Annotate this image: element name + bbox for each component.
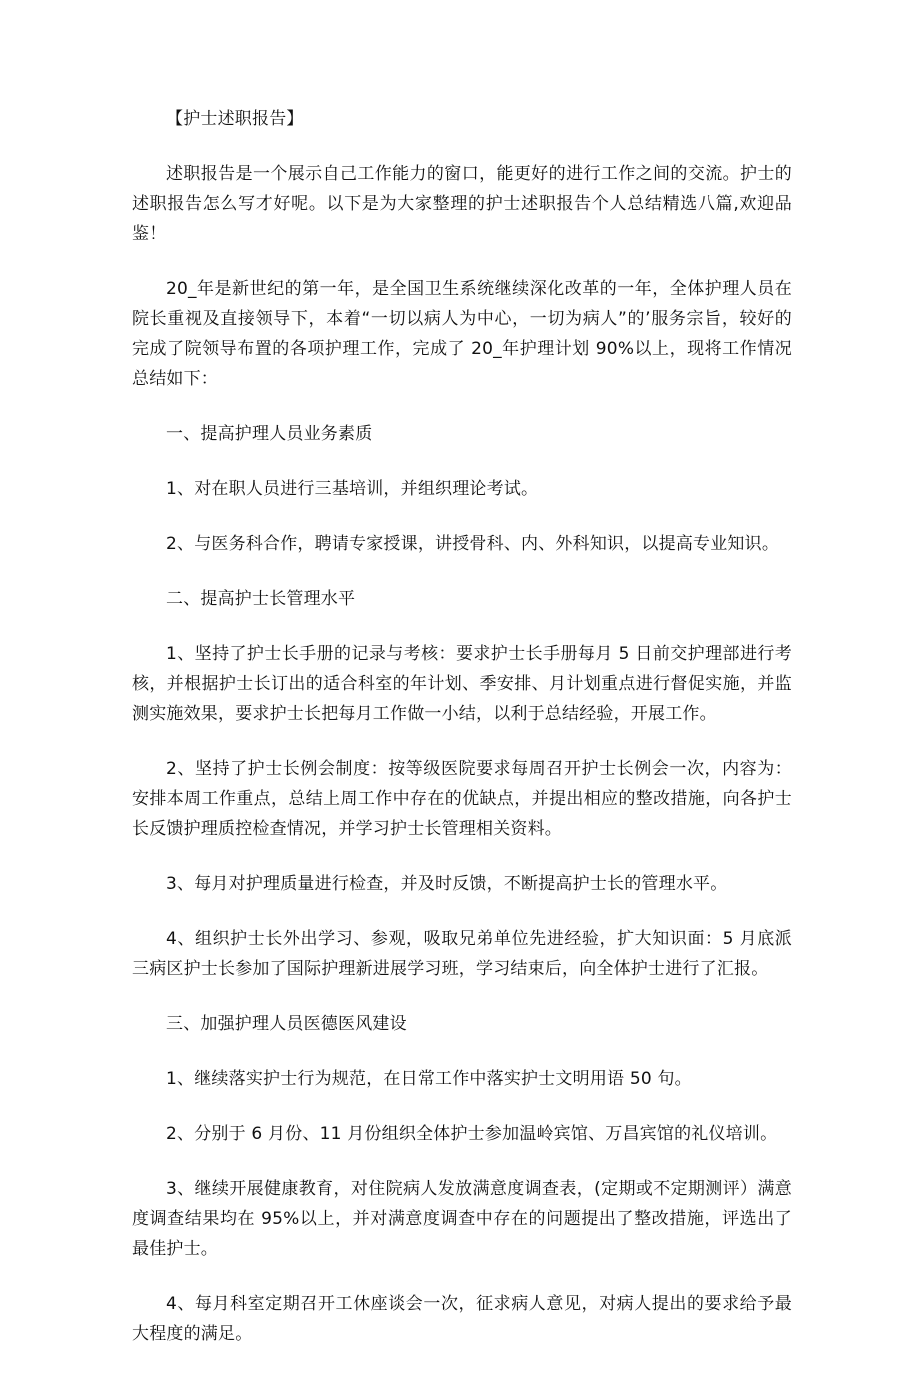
section-3-item-3: 3、继续开展健康教育，对住院病人发放满意度调查表，(定期或不定期测评）满意度调查结果均在 95%以上，并对满意度调查中存在的问题提出了整改措施，评选出了最佳护士。: [132, 1179, 792, 1259]
section-3-item-2: 2、分别于 6 月份、11 月份组织全体护士参加温岭宾馆、万昌宾馆的礼仪培训。: [166, 1124, 778, 1144]
section-2-item-4: 4、组织护士长外出学习、参观，吸取兄弟单位先进经验，扩大知识面：5 月底派三病区护士长参加了国际护理新进展学习班，学习结束后，向全体护士进行了汇报。: [132, 929, 792, 979]
section-2-item-3: 3、每月对护理质量进行检查，并及时反馈，不断提高护士长的管理水平。: [166, 874, 728, 894]
summary-paragraph: 20_年是新世纪的第一年，是全国卫生系统继续深化改革的一年，全体护理人员在院长重视及直接领导下，本着“一切以病人为中心，一切为病人”的’服务宗旨，较好的完成了院领导布置的各项护理工作，完成了 20_年护理计划 90%以上，现将工作情况总结如下：: [132, 279, 792, 389]
section-1-item-2: 2、与医务科合作，聘请专家授课，讲授骨科、内、外科知识，以提高专业知识。: [166, 534, 780, 554]
document-title: 【护士述职报告】: [166, 109, 304, 129]
section-1-item-1: 1、对在职人员进行三基培训，并组织理论考试。: [166, 479, 539, 499]
intro-paragraph: 述职报告是一个展示自己工作能力的窗口，能更好的进行工作之间的交流。护士的述职报告怎么写才好呢。以下是为大家整理的护士述职报告个人总结精选八篇,欢迎品鉴！: [132, 164, 792, 244]
section-heading-1: 一、提高护理人员业务素质: [166, 424, 373, 444]
section-2-item-1: 1、坚持了护士长手册的记录与考核：要求护士长手册每月 5 日前交护理部进行考核，并根据护士长订出的适合科室的年计划、季安排、月计划重点进行督促实施，并监测实施效果，要求护士长把每月工作做一小结，以利于总结经验，开展工作。: [132, 644, 792, 724]
section-heading-2: 二、提高护士长管理水平: [166, 589, 356, 609]
section-3-item-1: 1、继续落实护士行为规范，在日常工作中落实护士文明用语 50 句。: [166, 1069, 692, 1089]
section-2-item-2: 2、坚持了护士长例会制度：按等级医院要求每周召开护士长例会一次，内容为：安排本周工作重点，总结上周工作中存在的优缺点，并提出相应的整改措施，向各护士长反馈护理质控检查情况，并学习护士长管理相关资料。: [132, 759, 792, 839]
section-3-item-4: 4、每月科室定期召开工休座谈会一次，征求病人意见，对病人提出的要求给予最大程度的满足。: [132, 1294, 792, 1344]
section-heading-3: 三、加强护理人员医德医风建设: [166, 1014, 407, 1034]
document-body: [132, 104, 792, 1374]
